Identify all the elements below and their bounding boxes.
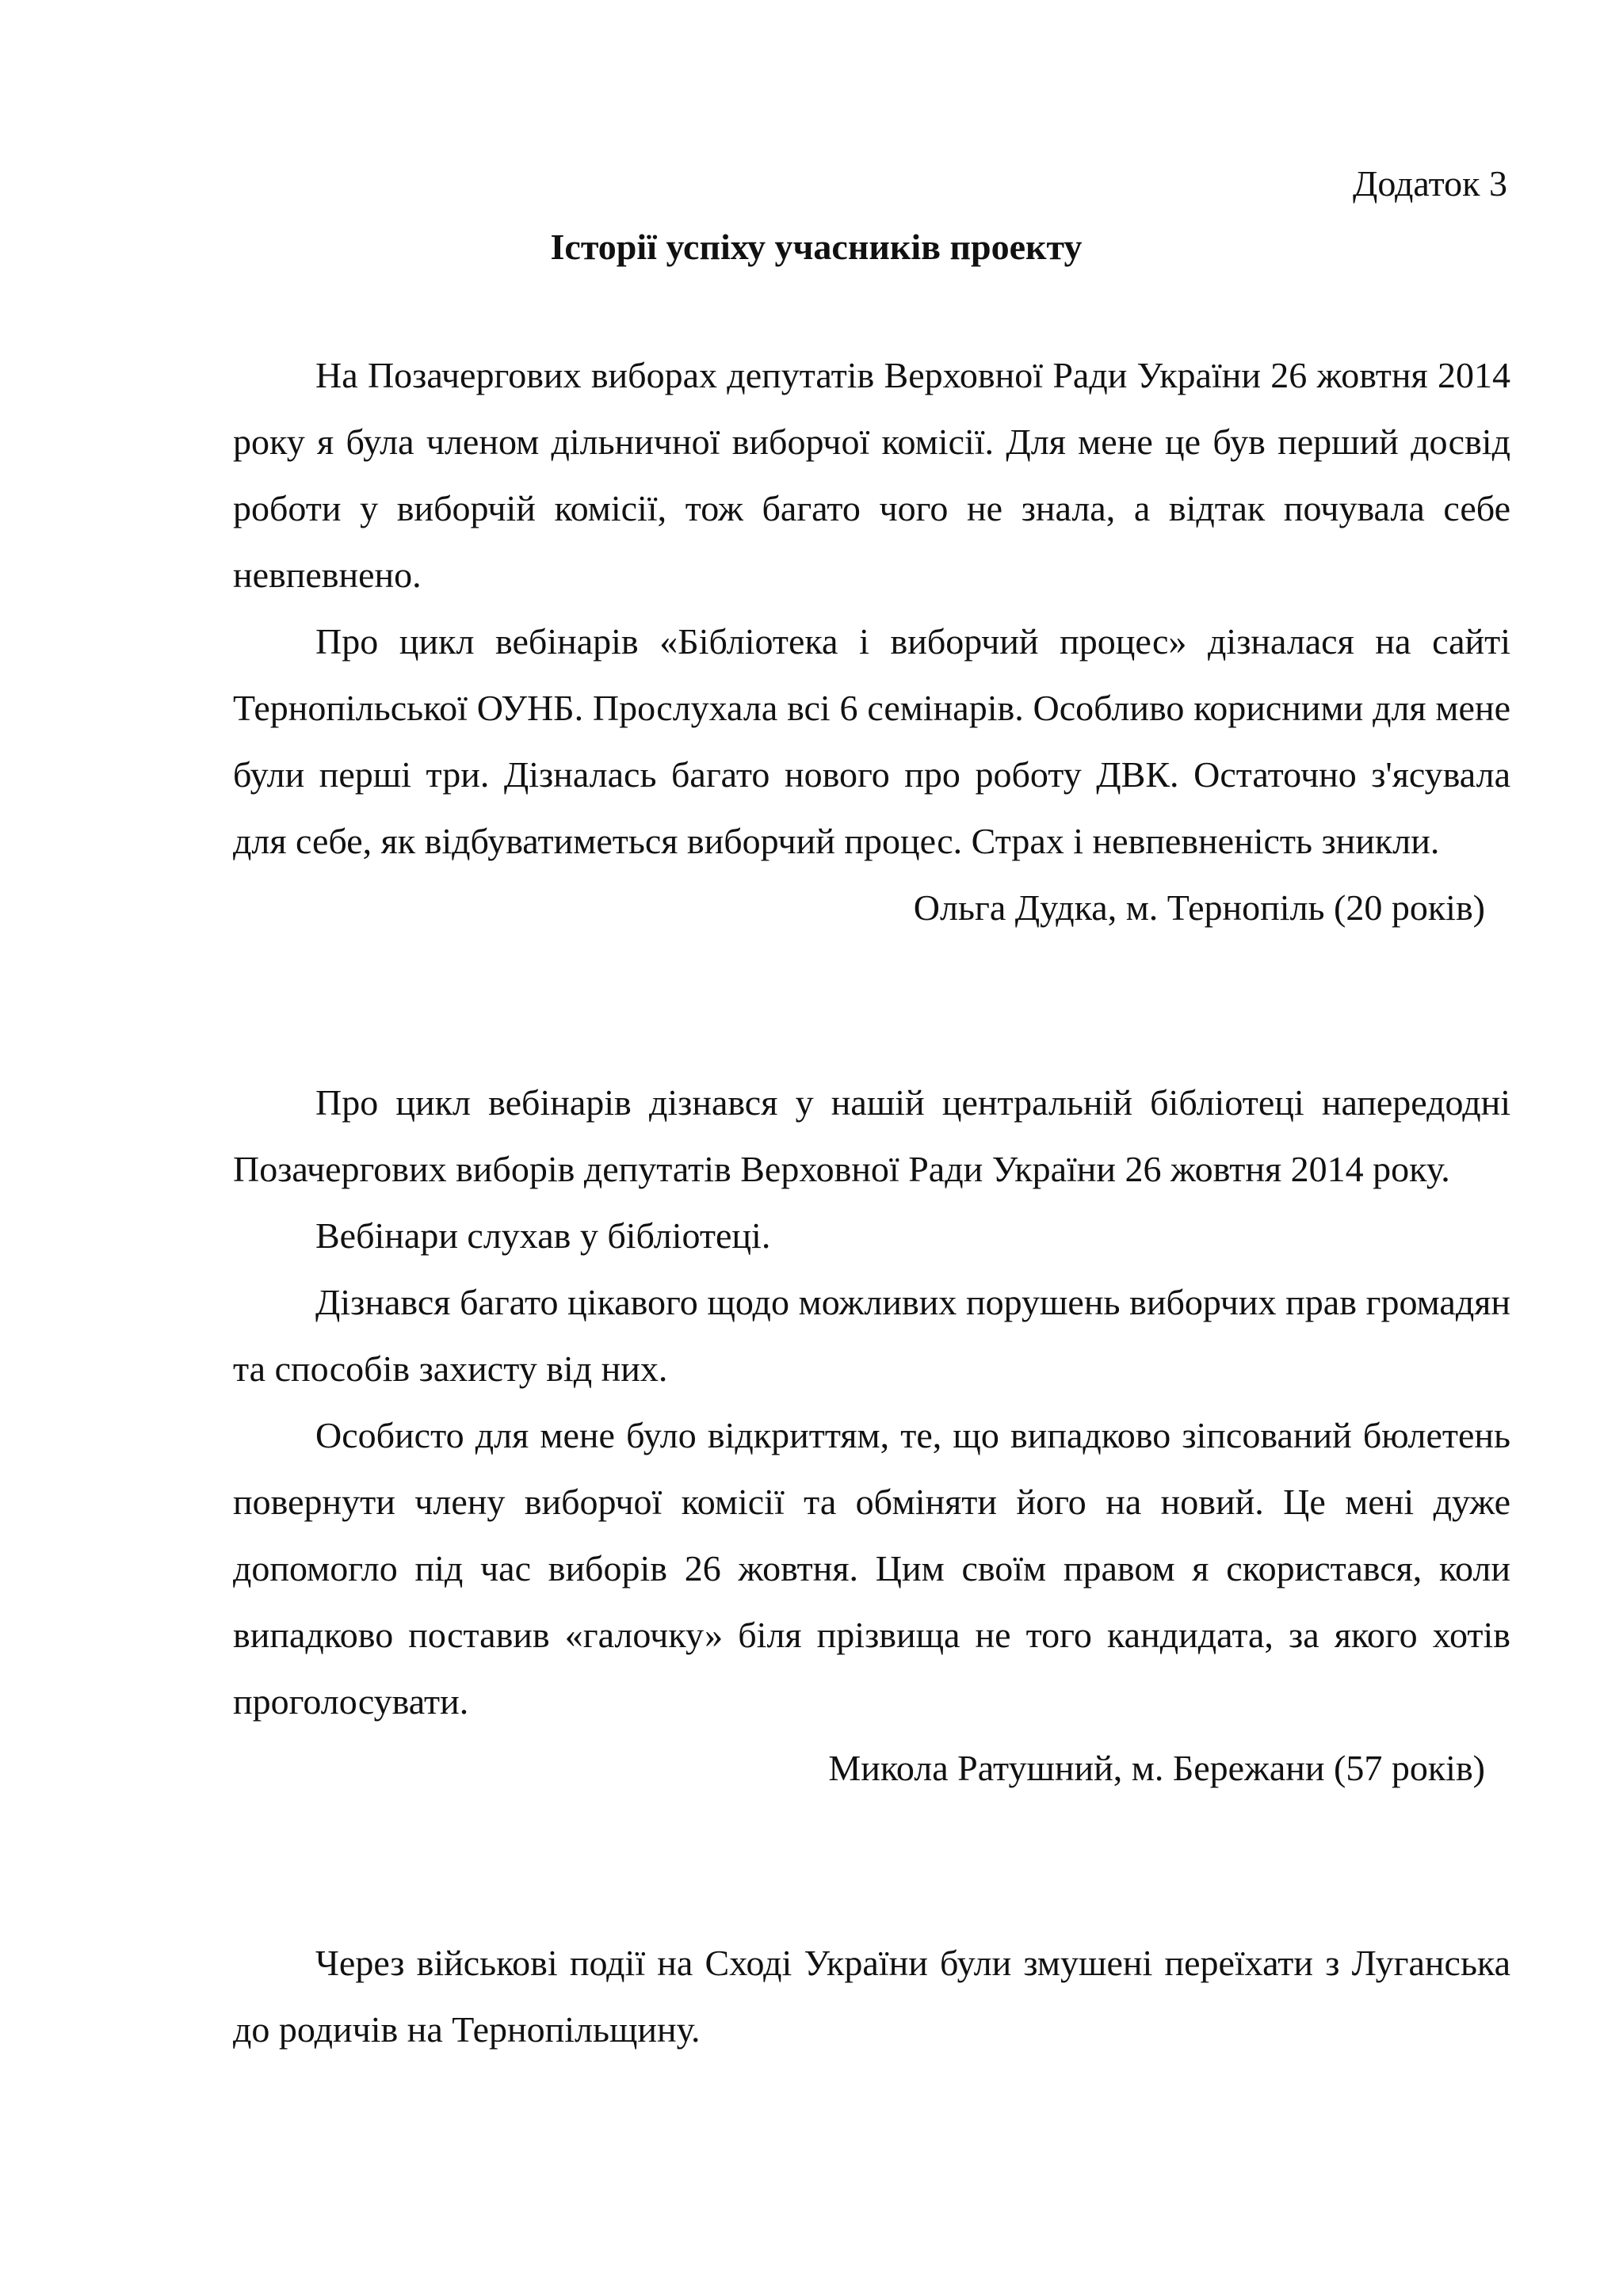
story-3-paragraph-1: Через військові події на Сході України були змушені переїхати з Луганська до родичів на Тернопільщину.: [233, 1943, 1510, 2050]
story-1-paragraph-2: Про цикл вебінарів «Бібліотека і виборчий процес» дізналася на сайті Тернопільської ОУНБ. Прослухала всі 6 семінарів. Особливо корисними для мене були перші три. Дізналась багато нового про роботу ДВК. Остаточно з'ясувала для себе, як відбуватиметься виборчий процес. Страх і невпевненість зникли.: [233, 621, 1510, 861]
document-title: Історії успіху учасників проекту: [550, 227, 1083, 267]
story-2-paragraph-3: Дізнався багато цікавого щодо можливих порушень виборчих прав громадян та способів захисту від них.: [233, 1282, 1510, 1389]
appendix-label: Додаток 3: [1352, 163, 1507, 204]
story-2-paragraph-1: Про цикл вебінарів дізнався у нашій центральній бібліотеці напередодні Позачергових виборів депутатів Верховної Ради України 26 жовтня 2014 року.: [233, 1082, 1510, 1189]
success-story-2: [233, 1070, 1510, 1802]
story-2-paragraph-2: Вебінари слухав у бібліотеці.: [315, 1215, 771, 1256]
story-2-signature: Микола Ратушний, м. Бережани (57 років): [828, 1748, 1485, 1788]
story-1-paragraph-1: На Позачергових виборах депутатів Верховної Ради України 26 жовтня 2014 року я була членом дільничної виборчої комісії. Для мене це був перший досвід роботи у виборчій комісії, тож багато чого не знала, а відтак почувала себе невпевнено.: [233, 355, 1510, 595]
success-story-1: [233, 342, 1510, 941]
success-story-3: [233, 1930, 1510, 2063]
story-2-paragraph-4: Особисто для мене було відкриттям, те, що випадково зіпсований бюлетень повернути члену виборчої комісії та обміняти його на новий. Це мені дуже допомогло під час виборів 26 жовтня. Цим своїм правом я скористався, коли випадково поставив «галочку» біля прізвища не того кандидата, за якого хотів проголосувати.: [233, 1415, 1510, 1722]
story-1-signature: Ольга Дудка, м. Тернопіль (20 років): [913, 887, 1485, 928]
